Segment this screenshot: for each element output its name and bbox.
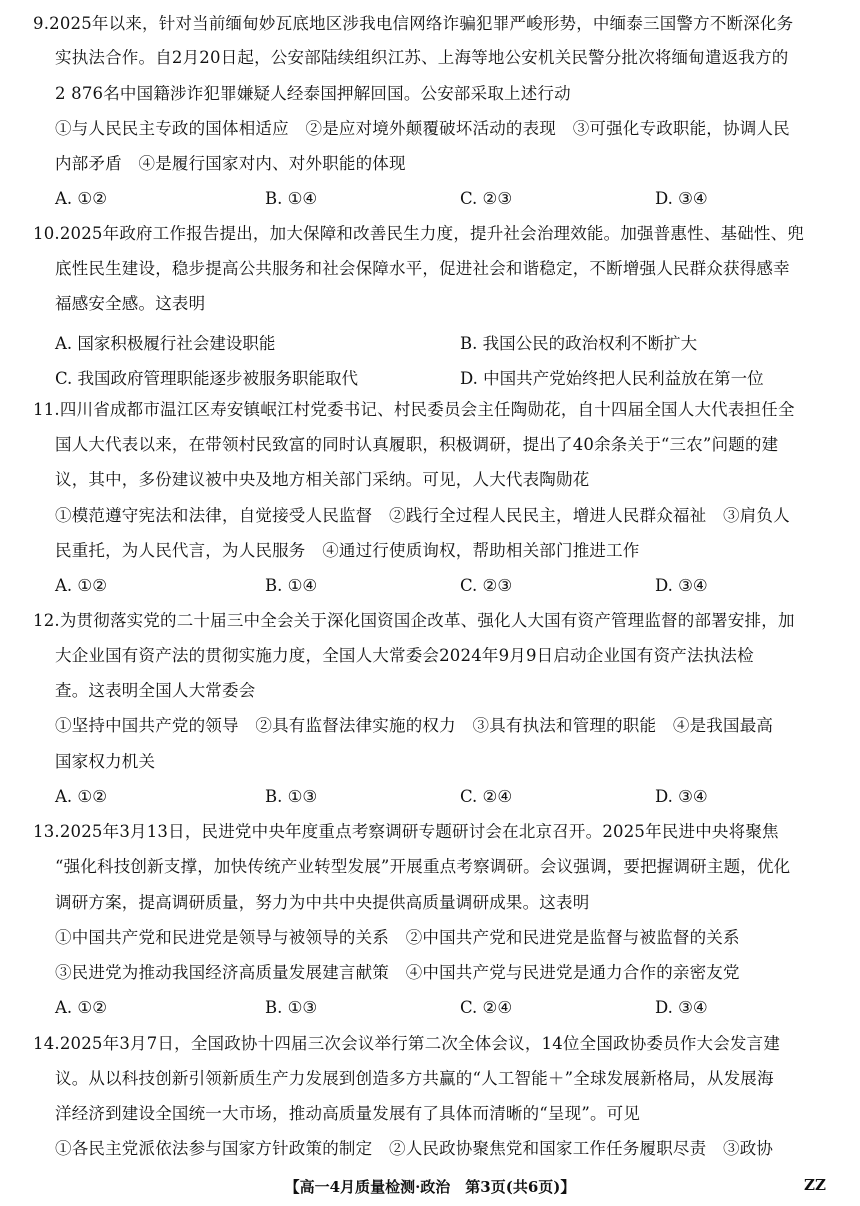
statement-line: ①中国共产党和民进党是领导与被领导的关系 ②中国共产党和民进党是监督与被监督的关系 (55, 928, 740, 947)
question-text-line: “强化科技创新支撑，加快传统产业转型发展”开展重点考察调研。会议强调，要把握调研主题，优化 (55, 857, 791, 876)
option-a: A. ①② (55, 998, 107, 1017)
option-c: C. ②④ (460, 787, 513, 806)
option-d: D. 中国共产党始终把人民利益放在第一位 (460, 369, 764, 388)
question-text-line: 议，其中，多份建议被中央及地方相关部门采纳。可见，人大代表陶勋花 (55, 470, 590, 489)
option-d: D. ③④ (655, 189, 708, 208)
question-text-line: 10.2025年政府工作报告提出，加大保障和改善民生力度，提升社会治理效能。加强普惠性、基础性、兜 (33, 224, 805, 243)
footer-page-info: 【高一4月质量检测·政治 第3页(共6页)】 (284, 1178, 576, 1196)
question-text-line: 调研方案，提高调研质量，努力为中共中央提供高质量调研成果。这表明 (55, 893, 590, 912)
option-d: D. ③④ (655, 576, 708, 595)
option-b: B. ①④ (265, 576, 318, 595)
answer-options (0, 189, 860, 211)
option-b: B. 我国公民的政治权利不断扩大 (460, 334, 698, 353)
question-text-line: 查。这表明全国人大常委会 (55, 681, 256, 700)
option-a: A. ①② (55, 787, 107, 806)
statement-line: ①各民主党派依法参与国家方针政策的制定 ②人民政协聚焦党和国家工作任务履职尽责 ③政协 (55, 1139, 774, 1158)
option-a: A. 国家积极履行社会建设职能 (55, 334, 276, 353)
question-text-line: 14.2025年3月7日，全国政协十四届三次会议举行第二次全体会议，14位全国政协委员作大会发言建 (33, 1034, 781, 1053)
statement-line: ①模范遵守宪法和法律，自觉接受人民监督 ②践行全过程人民民主，增进人民群众福祉 ③肩负人 (55, 506, 790, 525)
answer-options (0, 998, 860, 1020)
statement-line: ③民进党为推动我国经济高质量发展建言献策 ④中国共产党与民进党是通力合作的亲密友党 (55, 963, 740, 982)
option-b: B. ①④ (265, 189, 318, 208)
statement-line: 民重托，为人民代言，为人民服务 ④通过行使质询权，帮助相关部门推进工作 (55, 541, 640, 560)
question-text-line: 洋经济到建设全国统一大市场，推动高质量发展有了具体而清晰的“呈现”。可见 (55, 1104, 641, 1123)
statement-line: 内部矛盾 ④是履行国家对内、对外职能的体现 (55, 154, 406, 173)
answer-options (0, 787, 860, 809)
option-b: B. ①③ (265, 787, 318, 806)
statement-line: ①与人民民主专政的国体相适应 ②是应对境外颠覆破坏活动的表现 ③可强化专政职能，协调人民 (55, 119, 790, 138)
option-c: C. ②③ (460, 189, 513, 208)
question-text-line: 底性民生建设，稳步提高公共服务和社会保障水平，促进社会和谐稳定，不断增强人民群众获得感幸 (55, 259, 790, 278)
question-text-line: 议。从以科技创新引领新质生产力发展到创造多方共赢的“人工智能＋”全球发展新格局，从发展海 (55, 1069, 774, 1088)
answer-options (0, 365, 860, 387)
page-footer (0, 1176, 860, 1198)
option-d: D. ③④ (655, 787, 708, 806)
answer-options (0, 330, 860, 352)
question-text-line: 9.2025年以来，针对当前缅甸妙瓦底地区涉我电信网络诈骗犯罪严峻形势，中缅泰三国警方不断深化务 (33, 14, 794, 33)
statement-line: ①坚持中国共产党的领导 ②具有监督法律实施的权力 ③具有执法和管理的职能 ④是我国最高 (55, 716, 774, 735)
question-text-line: 实执法合作。自2月20日起，公安部陆续组织江苏、上海等地公安机关民警分批次将缅甸遣返我方的 (55, 48, 789, 67)
statement-line: 国家权力机关 (55, 752, 156, 771)
question-text-line: 12.为贯彻落实党的二十届三中全会关于深化国资国企改革、强化人大国有资产管理监督的部署安排，加 (33, 611, 795, 630)
option-a: A. ①② (55, 189, 107, 208)
question-text-line: 2 876名中国籍涉诈犯罪嫌疑人经泰国押解回国。公安部采取上述行动 (55, 84, 571, 103)
option-a: A. ①② (55, 576, 107, 595)
option-d: D. ③④ (655, 998, 708, 1017)
option-b: B. ①③ (265, 998, 318, 1017)
option-c: C. 我国政府管理职能逐步被服务职能取代 (55, 369, 359, 388)
question-text-line: 国人大代表以来，在带领村民致富的同时认真履职，积极调研，提出了40余条关于“三农”问题的建 (55, 435, 779, 454)
option-c: C. ②③ (460, 576, 513, 595)
option-c: C. ②④ (460, 998, 513, 1017)
question-text-line: 11.四川省成都市温江区寿安镇岷江村党委书记、村民委员会主任陶勋花，自十四届全国人大代表担任全 (33, 400, 795, 419)
question-text-line: 13.2025年3月13日，民进党中央年度重点考察调研专题研讨会在北京召开。2025年民进中央将聚焦 (33, 822, 779, 841)
answer-options (0, 576, 860, 598)
footer-subject-code: ZZ (804, 1176, 826, 1194)
question-text-line: 福感安全感。这表明 (55, 294, 206, 313)
question-text-line: 大企业国有资产法的贯彻实施力度，全国人大常委会2024年9月9日启动企业国有资产法执法检 (55, 646, 754, 665)
